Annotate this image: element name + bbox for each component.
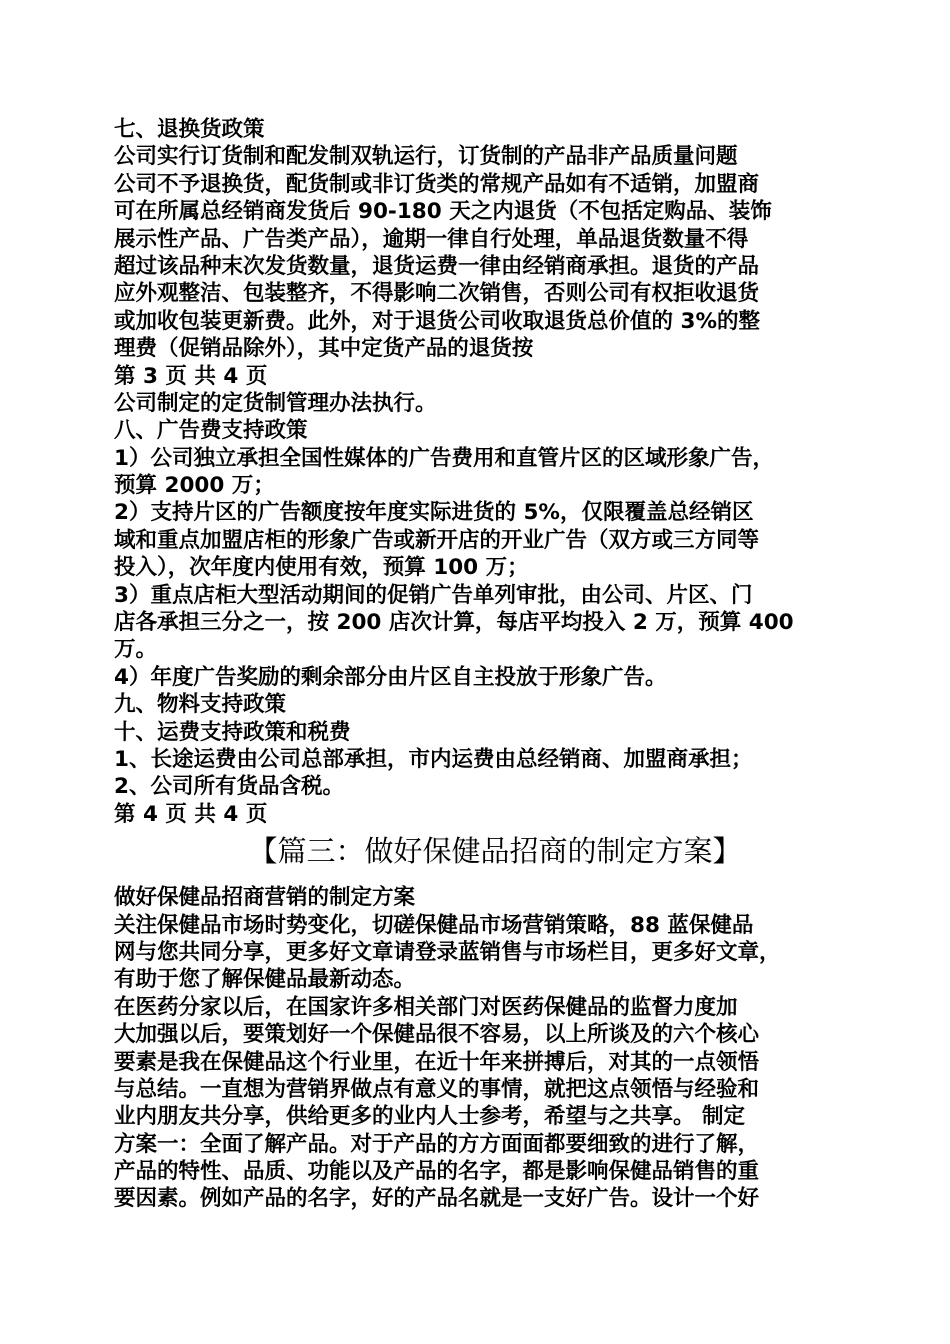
paragraph-line: 展示性产品、广告类产品），逾期一律自行处理，单品退货数量不得 xyxy=(114,226,749,252)
paragraph-line: 关注保健品市场时势变化，切磋保健品市场营销策略，88 蓝保健品 xyxy=(114,912,754,938)
paragraph-line: 网与您共同分享，更多好文章请登录蓝销售与市场栏目，更多好文章， xyxy=(114,939,781,965)
paragraph-line: 超过该品种末次发货数量，退货运费一律由经销商承担。退货的产品 xyxy=(114,253,760,279)
paragraph-line: 可在所属总经销商发货后 90-180 天之内退货（不包括定购品、装饰 xyxy=(114,199,772,225)
part-3-heading: 【篇三：做好保健品招商的制定方案】 xyxy=(248,834,742,869)
section-7-title: 七、退换货政策 xyxy=(114,117,265,142)
paragraph-line: 要因素。例如产品的名字，好的产品名就是一支好广告。设计一个好 xyxy=(114,1186,760,1212)
section-9-title: 九、物料支持政策 xyxy=(114,692,287,718)
paragraph-line: 3）重点店柜大型活动期间的促销广告单列审批，由公司、片区、门 xyxy=(114,582,753,608)
paragraph-line: 2）支持片区的广告额度按年度实际进货的 5%，仅限覆盖总经销区 xyxy=(114,500,754,526)
spacer xyxy=(114,874,844,884)
paragraph-line: 万。 xyxy=(114,637,158,663)
paragraph-line: 域和重点加盟店柜的形象广告或新开店的开业广告（双方或三方同等 xyxy=(114,527,760,553)
paragraph-line: 店各承担三分之一，按 200 店次计算，每店平均投入 2 万，预算 400 xyxy=(114,610,794,636)
paragraph-line: 2、公司所有货品含税。 xyxy=(114,774,344,800)
paragraph-line: 1、长途运费由公司总部承担，市内运费由总经销商、加盟商承担； xyxy=(114,746,753,772)
paragraph-line: 公司实行订货制和配发制双轨运行，订货制的产品非产品质量问题 xyxy=(114,144,738,170)
page-marker: 第 3 页 共 4 页 xyxy=(114,363,268,389)
paragraph-line: 方案一：全面了解产品。对于产品的方方面面都要细致的进行了解， xyxy=(114,1131,760,1157)
paragraph-line: 公司制定的定货制管理办法执行。 xyxy=(114,390,437,416)
document-body xyxy=(114,116,844,1213)
paragraph-line: 投入），次年度内使用有效，预算 100 万； xyxy=(114,555,529,581)
paragraph-line: 在医药分家以后，在国家许多相关部门对医药保健品的监督力度加 xyxy=(114,994,738,1020)
section-8-title: 八、广告费支持政策 xyxy=(114,418,308,444)
paragraph-line: 4）年度广告奖励的剩余部分由片区自主投放于形象广告。 xyxy=(114,664,667,690)
paragraph-line: 大加强以后，要策划好一个保健品很不容易，以上所谈及的六个核心 xyxy=(114,1022,760,1048)
paragraph-line: 预算 2000 万； xyxy=(114,473,275,499)
paragraph-line: 1）公司独立承担全国性媒体的广告费用和直管片区的区域形象广告， xyxy=(114,445,774,471)
part-3-subtitle: 做好保健品招商营销的制定方案 xyxy=(114,885,416,911)
paragraph-line: 或加收包装更新费。此外，对于退货公司收取退货总价值的 3%的整 xyxy=(114,308,760,334)
paragraph-line: 公司不予退换货，配货制或非订货类的常规产品如有不适销，加盟商 xyxy=(114,171,760,197)
section-10-title: 十、运费支持政策和税费 xyxy=(114,719,351,745)
paragraph-line: 产品的特性、品质、功能以及产品的名字，都是影响保健品销售的重 xyxy=(114,1159,760,1185)
paragraph-line: 业内朋友共分享，供给更多的业内人士参考，希望与之共享。 制定 xyxy=(114,1104,745,1130)
paragraph-line: 理费（促销品除外），其中定货产品的退货按 xyxy=(114,336,534,362)
paragraph-line: 与总结。一直想为营销界做点有意义的事情，就把这点领悟与经验和 xyxy=(114,1076,760,1102)
paragraph-line: 应外观整洁、包装整齐，不得影响二次销售，否则公司有权拒收退货 xyxy=(114,281,760,307)
paragraph-line: 要素是我在保健品这个行业里，在近十年来拼搏后，对其的一点领悟 xyxy=(114,1049,760,1075)
paragraph-line: 有助于您了解保健品最新动态。 xyxy=(114,967,416,993)
page-marker: 第 4 页 共 4 页 xyxy=(114,801,268,827)
